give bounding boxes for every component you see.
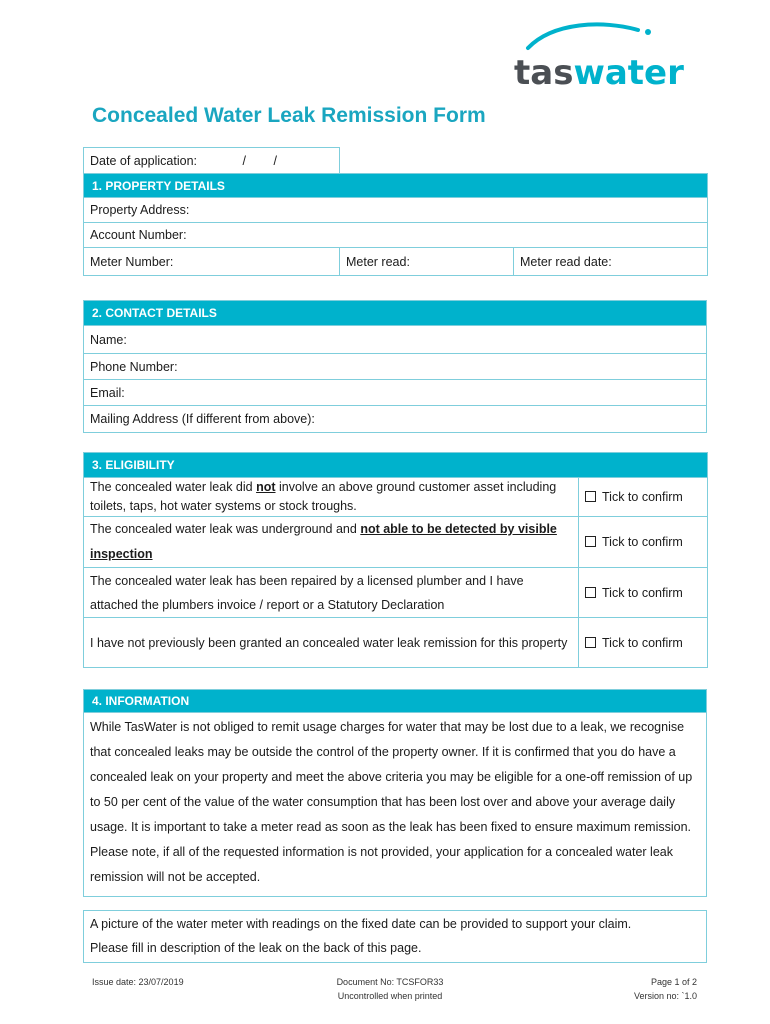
- information-header: 4. INFORMATION: [84, 690, 707, 713]
- meter-read-date-field[interactable]: Meter read date:: [514, 248, 708, 276]
- eligibility-criterion-4: I have not previously been granted an concealed water leak remission for this property: [84, 618, 579, 668]
- meter-number-field[interactable]: Meter Number:: [84, 248, 340, 276]
- property-details-header: 1. PROPERTY DETAILS: [84, 174, 708, 198]
- email-field[interactable]: Email:: [84, 380, 707, 406]
- checkbox-icon[interactable]: [585, 587, 596, 598]
- mailing-address-field[interactable]: Mailing Address (If different from above):: [84, 406, 707, 433]
- date-of-application-field[interactable]: Date of application: / /: [84, 148, 340, 174]
- meter-read-field[interactable]: Meter read:: [340, 248, 514, 276]
- information-text: While TasWater is not obliged to remit usage charges for water that may be lost due to a leak, we recognise that concealed leaks may be outside the control of the property owner. If it is confirmed that you do have a concealed leak on your property and meet the above criteria you may be eligible for a one-off remission of up to 50 per cent of the value of the water consumption that has been lost over and above your average daily usage. It is important to take a meter read as soon as the leak has been fixed to ensure maximum remission. Please note, if all of the requested information is not provided, your application for a concealed water leak remission will not be accepted.: [84, 713, 707, 897]
- eligibility-table: [83, 452, 708, 668]
- tick-to-confirm-3[interactable]: Tick to confirm: [579, 568, 708, 618]
- phone-number-field[interactable]: Phone Number:: [84, 354, 707, 380]
- footer-document-info: Document No: TCSFOR33 Uncontrolled when printed: [336, 977, 444, 1001]
- footer-issue-date: Issue date: 23/07/2019: [92, 977, 184, 987]
- tick-to-confirm-2[interactable]: Tick to confirm: [579, 517, 708, 568]
- meter-picture-note: A picture of the water meter with readings on the fixed date can be provided to support your claim. Please fill in description of the leak on the back of this page.: [84, 911, 707, 963]
- checkbox-icon[interactable]: [585, 637, 596, 648]
- checkbox-icon[interactable]: [585, 536, 596, 547]
- name-field[interactable]: Name:: [84, 326, 707, 354]
- information-table: [83, 689, 707, 897]
- footer-page-info: Page 1 of 2 Version no: `1.0: [633, 977, 697, 1001]
- tick-to-confirm-1[interactable]: Tick to confirm: [579, 478, 708, 517]
- contact-details-header: 2. CONTACT DETAILS: [84, 301, 707, 326]
- eligibility-header: 3. ELIGIBILITY: [84, 453, 708, 478]
- tick-to-confirm-4[interactable]: Tick to confirm: [579, 618, 708, 668]
- eligibility-criterion-2: The concealed water leak was underground and not able to be detected by visible inspection: [84, 517, 579, 568]
- note-table: [83, 910, 707, 963]
- logo-wordmark: taswater: [514, 53, 684, 93]
- contact-details-table: [83, 300, 707, 433]
- account-number-field[interactable]: Account Number:: [84, 223, 708, 248]
- checkbox-icon[interactable]: [585, 491, 596, 502]
- taswater-logo: [508, 20, 684, 93]
- eligibility-criterion-3: The concealed water leak has been repaired by a licensed plumber and I have attached the plumbers invoice / report or a Statutory Declaration: [84, 568, 579, 618]
- eligibility-criterion-1: The concealed water leak did not involve an above ground customer asset including toilets, taps, hot water systems or stock troughs.: [84, 478, 579, 517]
- property-address-field[interactable]: Property Address:: [84, 198, 708, 223]
- form-title: Concealed Water Leak Remission Form: [92, 104, 486, 127]
- property-details-table: [83, 147, 708, 276]
